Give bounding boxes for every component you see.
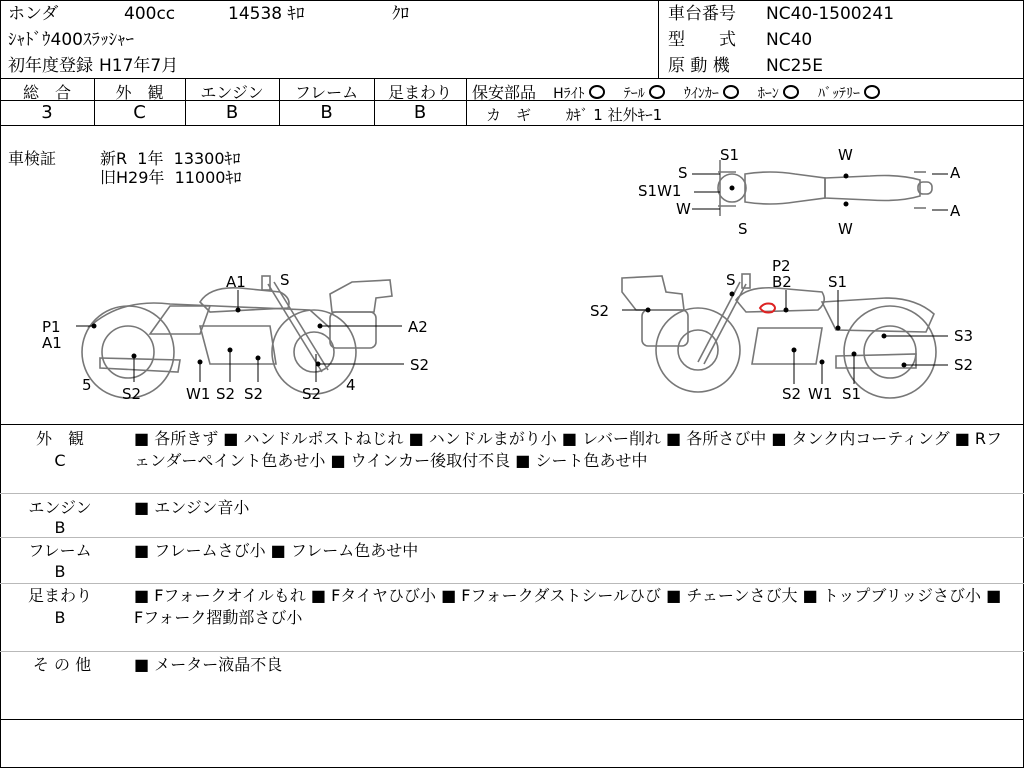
damage-dot xyxy=(228,348,233,353)
diagram-label: S xyxy=(738,220,748,238)
section-label-frame: フレーム xyxy=(28,541,92,560)
damage-dot xyxy=(730,186,735,191)
section-grade-frame: B xyxy=(54,562,66,581)
diagram-label: S1 xyxy=(720,146,740,164)
displacement: 400cc xyxy=(124,4,176,24)
diagram-label: 5 xyxy=(82,376,92,394)
diagram-label: S2 xyxy=(410,356,430,374)
type-value: NC40 xyxy=(766,30,813,50)
diagram-labels-left xyxy=(42,271,429,403)
section-divider xyxy=(0,719,1024,720)
damage-dot xyxy=(198,360,203,365)
grid-line xyxy=(0,125,1024,126)
section-divider xyxy=(0,651,1024,652)
diagram-label: S xyxy=(678,164,688,182)
safety-parts-row xyxy=(472,80,884,103)
safety-item-winker: ｳｲﾝｶｰ xyxy=(683,86,719,102)
engine xyxy=(200,326,276,364)
ok-circle-icon xyxy=(864,85,880,99)
section-divider xyxy=(0,424,1024,425)
section-grade-suspension: B xyxy=(54,608,66,627)
diagram-label: S2 xyxy=(216,385,236,403)
diagram-label: S xyxy=(280,271,290,289)
rear-hub xyxy=(864,326,916,378)
safety-item-horn: ﾎｰﾝ xyxy=(757,86,779,102)
damage-dot xyxy=(316,362,321,367)
section-divider xyxy=(0,537,1024,538)
engine-type-value: NC25E xyxy=(766,56,823,76)
maker: ホンダ xyxy=(8,4,59,24)
diagram-label: S2 xyxy=(590,302,610,320)
type-label: 型 式 xyxy=(668,30,736,50)
damage-dot xyxy=(836,326,841,331)
damage-dot xyxy=(902,363,907,368)
section-label-other: そ の 他 xyxy=(32,655,92,674)
diagram-label: P1 xyxy=(42,318,61,336)
diagram-label: A xyxy=(950,202,961,220)
section-label-engine: エンジン xyxy=(28,498,92,517)
diagram-label: B2 xyxy=(772,273,792,291)
inspection-new: 新R 1年 13300ｷﾛ xyxy=(100,149,241,168)
section-text-other: ■ メーター液晶不良 xyxy=(134,655,283,674)
engine-type-label: 原 動 機 xyxy=(668,56,730,76)
diagram-label: W xyxy=(838,146,853,164)
grade-value-frame: B xyxy=(320,102,333,123)
diagram-label: W1 xyxy=(808,385,833,403)
grade-value-suspension: B xyxy=(413,102,427,123)
model-name: ｼｬﾄﾞｳ400ｽﾗｯｼｬｰ xyxy=(8,30,134,50)
diagram-label: W xyxy=(838,220,853,238)
diagram-label: S2 xyxy=(302,385,322,403)
diagram-label: S1W1 xyxy=(638,182,682,200)
diagram-label: S2 xyxy=(954,356,974,374)
diagram-label: 4 xyxy=(346,376,356,394)
ok-circle-icon xyxy=(783,85,799,99)
diagram-label: A2 xyxy=(408,318,428,336)
diagram-label: S2 xyxy=(244,385,264,403)
frame-number-value: NC40-1500241 xyxy=(766,4,895,24)
color: ｸﾛ xyxy=(392,4,409,24)
top-view-diagram xyxy=(620,140,980,240)
windshield xyxy=(330,280,392,312)
diagram-label: P2 xyxy=(772,257,791,275)
damage-dot xyxy=(844,174,849,179)
grid-line xyxy=(466,78,467,125)
windshield xyxy=(622,276,684,310)
ok-circle-icon xyxy=(649,85,665,99)
damage-dot xyxy=(92,324,97,329)
handle xyxy=(742,274,750,288)
damage-dot xyxy=(730,292,735,297)
damage-dot xyxy=(646,308,651,313)
front-wheel xyxy=(272,310,356,394)
damage-dot xyxy=(852,352,857,357)
section-grade-engine: B xyxy=(54,518,66,537)
mileage: 14538 ｷﾛ xyxy=(228,4,305,24)
damage-dot xyxy=(256,356,261,361)
engine xyxy=(752,328,822,364)
damage-dot xyxy=(132,354,137,359)
safety-item-battery: ﾊﾞｯﾃﾘｰ xyxy=(818,86,861,102)
section-divider xyxy=(0,493,1024,494)
grade-header-engine: エンジン xyxy=(200,83,264,102)
seat-top xyxy=(825,176,920,201)
damage-dot xyxy=(236,308,241,313)
key-label: カ ギ xyxy=(486,106,532,124)
diagram-label: S2 xyxy=(122,385,142,403)
grade-header-exterior: 外 観 xyxy=(115,83,164,102)
damage-dot xyxy=(882,334,887,339)
section-text-suspension: ■ Fフォークオイルもれ ■ Fタイヤひび小 ■ Fフォークダストシールひび ■ チェーンさび大 ■ トップブリッジさび小 ■ Fフォーク摺動部さび小 xyxy=(134,586,1002,627)
safety-item-tail: ﾃｰﾙ xyxy=(623,86,645,102)
diagram-labels-right xyxy=(590,257,973,403)
diagram-label: S2 xyxy=(782,385,802,403)
damage-dot xyxy=(820,360,825,365)
section-text-engine: ■ エンジン音小 xyxy=(134,498,250,517)
grade-value-exterior: C xyxy=(133,102,146,123)
diagram-label: S3 xyxy=(954,327,974,345)
grade-header-frame: フレーム xyxy=(294,83,359,102)
inspection-old: 旧H29年 11000ｷﾛ xyxy=(100,168,242,187)
section-label-suspension: 足まわり xyxy=(27,586,92,605)
first-registration-value: H17年7月 xyxy=(99,56,179,76)
fuel-tank xyxy=(200,288,289,312)
damage-dot xyxy=(784,308,789,313)
section-divider xyxy=(0,583,1024,584)
grade-header-overall: 総 合 xyxy=(22,83,71,102)
tank-top xyxy=(745,172,825,204)
grade-value-engine: B xyxy=(225,102,239,123)
diagram-label: S1 xyxy=(828,273,848,291)
diagram-label: W1 xyxy=(186,385,211,403)
fuel-tank xyxy=(736,288,824,312)
muffler xyxy=(100,358,180,372)
diagram-label: A xyxy=(950,164,961,182)
right-side-diagram xyxy=(586,258,996,408)
inspection-label: 車検証 xyxy=(8,149,57,168)
handle xyxy=(262,276,270,290)
section-text-exterior: ■ 各所きず ■ ハンドルポストねじれ ■ ハンドルまがり小 ■ レバー削れ ■ 各所さび中 ■ タンク内コーティング ■ Rフェンダーペイント色あせ小 ■ ウインカー後取付不良 ■ シート色あせ中 xyxy=(134,429,1003,470)
diagram-label: A1 xyxy=(226,273,246,291)
section-label-exterior: 外 観 xyxy=(35,429,84,448)
section-text-frame: ■ フレームさび小 ■ フレーム色あせ中 xyxy=(134,541,419,560)
diagram-label: W xyxy=(676,200,691,218)
damage-dot xyxy=(792,348,797,353)
header-divider xyxy=(658,0,659,78)
diagram-label: A1 xyxy=(42,334,62,352)
section-grade-exterior: C xyxy=(54,451,66,470)
ok-circle-icon xyxy=(723,85,739,99)
diagram-label: S xyxy=(726,271,736,289)
safety-item-headlight: Hﾗｲﾄ xyxy=(553,86,585,102)
ok-circle-icon xyxy=(589,85,605,99)
grid-line xyxy=(0,78,1024,79)
damage-dot xyxy=(318,324,323,329)
grade-value-overall: 3 xyxy=(41,102,53,123)
key-value: ｶｷﾞ 1 社外ｷｰ1 xyxy=(566,106,663,124)
diagram-label: S1 xyxy=(842,385,862,403)
left-side-diagram xyxy=(40,268,440,408)
safety-parts-label: 保安部品 xyxy=(472,83,537,102)
frame-number-label: 車台番号 xyxy=(668,4,736,24)
damage-dot xyxy=(844,202,849,207)
grade-header-suspension: 足まわり xyxy=(387,83,452,102)
first-registration-label: 初年度登録 xyxy=(8,56,93,76)
front-hub xyxy=(294,332,334,372)
